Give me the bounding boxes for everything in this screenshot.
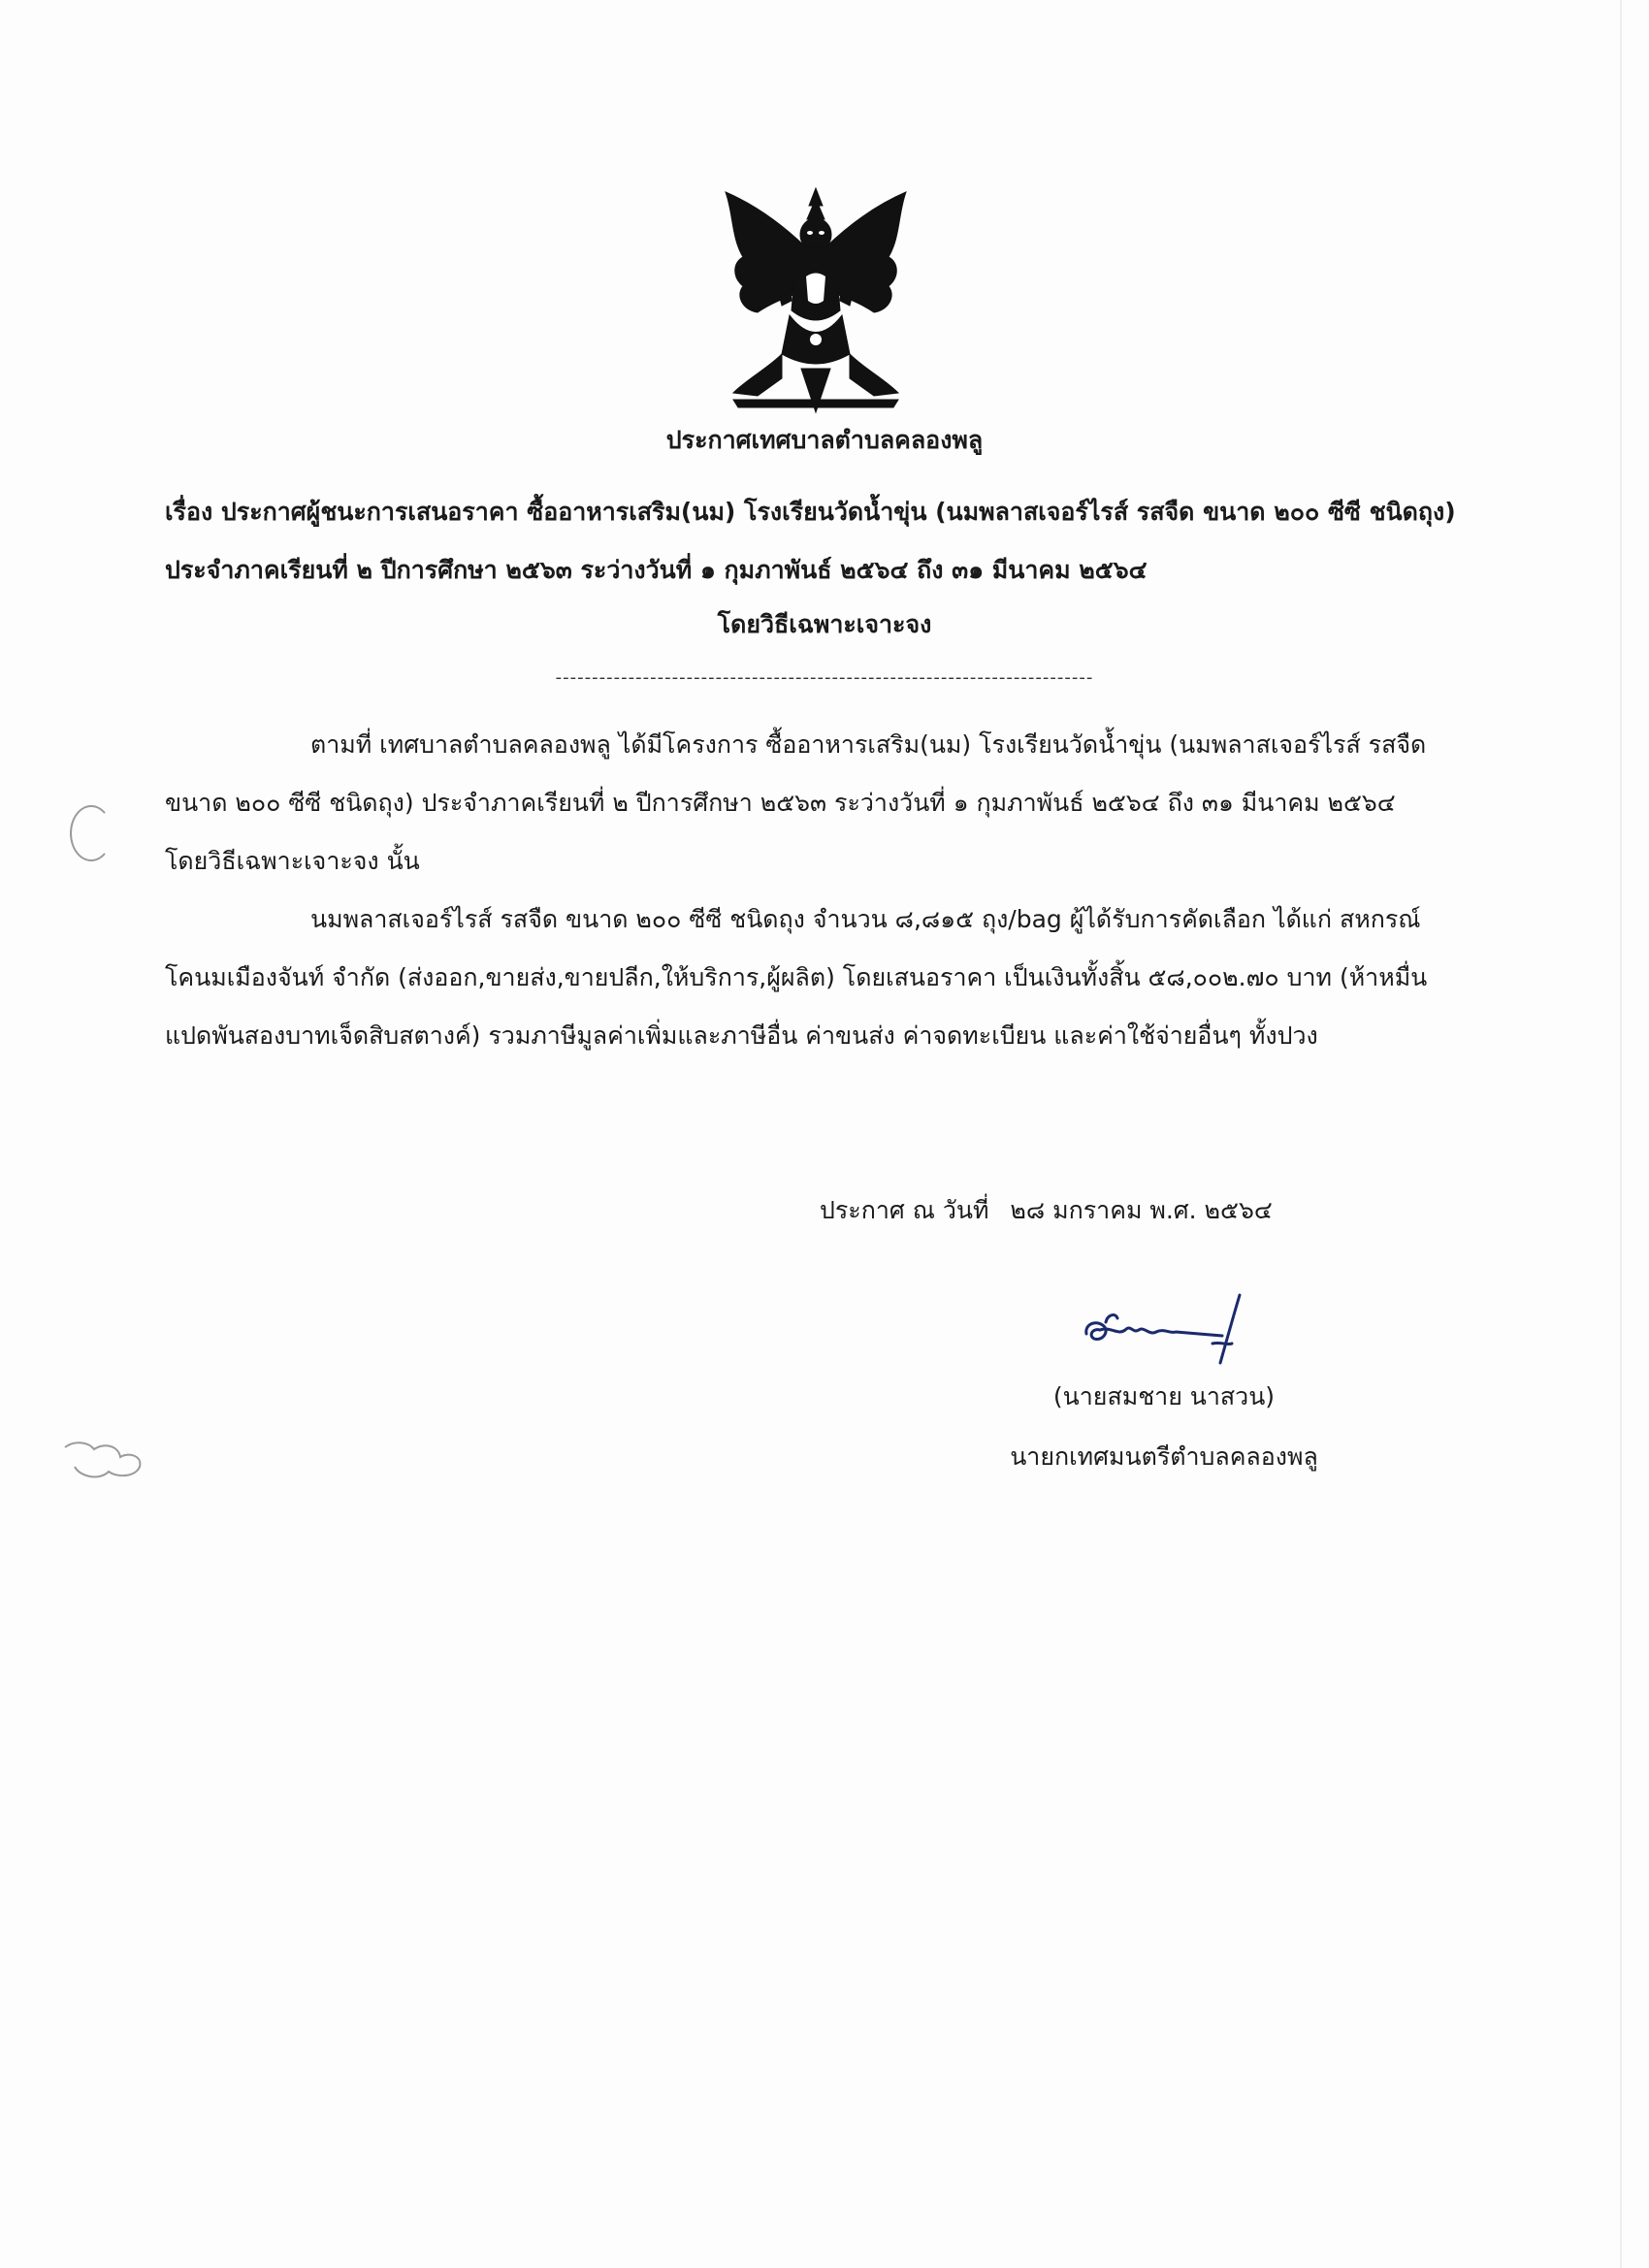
handwritten-signature [1067,1285,1261,1373]
divider: -------------------------------------------------------------------------- [555,667,1094,688]
signer-title: นายกเทศมนตรีตำบลคลองพลู [1010,1442,1318,1471]
date-value: ๒๘ มกราคม พ.ศ. ๒๕๖๔ [1010,1196,1273,1224]
method-heading: โดยวิธีเฉพาะเจาะจง [717,610,932,638]
punch-hole-mark [60,1438,147,1486]
subject-heading: เรื่อง ประกาศผู้ชนะการเสนอราคา ซื้ออาหารเสริม(นม) โรงเรียนวัดน้ำขุ่น (นมพลาสเจอร์ไรส์ รสจืด ขนาด ๒๐๐ ซีซี ชนิดถุง) ประจำภาคเรียนที่ ๒ ปีการศึกษา ๒๕๖๓ ระว่างวันที่ ๑ กุมภาพันธ์ ๒๕๖๔ ถึง ๓๑ มีนาคม ๒๕๖๔ [165,498,1456,584]
paragraph-1: ตามที่ เทศบาลตำบลคลองพลู ได้มีโครงการ ซื้ออาหารเสริม(นม) โรงเรียนวัดน้ำขุ่น (นมพลาสเจอร์ไรส์ รสจืด ขนาด ๒๐๐ ซีซี ชนิดถุง) ประจำภาคเรียนที่ ๒ ปีการศึกษา ๒๕๖๓ ระว่างวันที่ ๑ กุมภาพันธ์ ๒๕๖๔ ถึง ๓๑ มีนาคม ๒๕๖๔ โดยวิธีเฉพาะเจาะจง นั้น [165,730,1427,875]
punch-hole-mark [70,805,113,861]
paragraph-2: นมพลาสเจอร์ไรส์ รสจืด ขนาด ๒๐๐ ซีซี ชนิดถุง จำนวน ๘,๘๑๕ ถุง/bag ผู้ได้รับการคัดเลือก ได้แก่ สหกรณ์โคนมเมืองจันท์ จำกัด (ส่งออก,ขายส่ง,ขายปลีก,ให้บริการ,ผู้ผลิต) โดยเสนอราคา เป็นเงินทั้งสิ้น ๕๘,๐๐๒.๗๐ บาท (ห้าหมื่นแปดพันสองบาทเจ็ดสิบสตางค์) รวมภาษีมูลค่าเพิ่มและภาษีอื่น ค่าขนส่ง ค่าจดทะเบียน และค่าใช้จ่ายอื่นๆ ทั้งปวง [165,905,1428,1050]
announcement-date [820,1191,1273,1230]
garuda-emblem-icon [714,184,918,417]
signer-name: (นายสมชาย นาสวน) [1052,1382,1276,1410]
org-heading: ประกาศเทศบาลตำบลคลองพลู [665,426,984,454]
scan-edge [1620,0,1622,2268]
date-label: ประกาศ ณ วันที่ [820,1196,989,1224]
